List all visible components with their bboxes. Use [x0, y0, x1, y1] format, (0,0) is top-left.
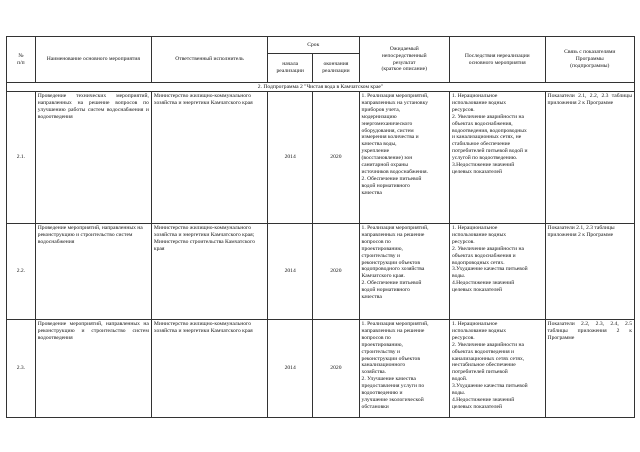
- row-result: 1. Реализация мероприятий, направленных на решение вопросов по проектированию, строительству и реконструкции объектов водопроводного хозяйства Камчатского края. 2. Обеспечение питьевой водой нормативного качества: [359, 224, 449, 320]
- table-row: [7, 320, 635, 418]
- header-link: Связь с показателями Программы (подпрограммы): [545, 37, 634, 83]
- measures-table: [6, 36, 635, 418]
- row-num: 2.1.: [7, 92, 36, 224]
- header-row: [7, 37, 635, 54]
- header-consequences: Последствия нереализации основного мероприятия: [449, 37, 545, 83]
- header-start: начала реализации: [268, 54, 313, 83]
- row-num: 2.2.: [7, 224, 36, 320]
- row-start: 2014: [268, 224, 313, 320]
- subprogram-row: [7, 83, 635, 92]
- row-end: 2020: [313, 92, 359, 224]
- row-consequences: 1. Нерациональное использование водных ресурсов. 2. Увеличение аварийности на объектах водоснабжения и водопроводных сетях. 3.Ухудшение качества питьевой воды. 4.Недостижение значений целевых показателей: [449, 224, 545, 320]
- row-consequences: 1. Нерациональное использование водных ресурсов. 2. Увеличение аварийности на объектах водоотведения и канализационных сетях сетях, нестабильное обеспечение потребителей питьевой водой. 3.Ухудшение качества питьевой воды. 4.Недостижение значений целевых показателей: [449, 320, 545, 418]
- header-num: № п/п: [7, 37, 36, 83]
- header-executor: Ответственный исполнитель: [151, 37, 267, 83]
- row-name: Проведение мероприятий, направленных на реконструкцию и строительство систем водоотведения: [35, 320, 151, 418]
- row-end: 2020: [313, 320, 359, 418]
- table-row: [7, 92, 635, 224]
- row-executor: Министерство жилищно-коммунального хозяйства и энергетики Камчатского края: [151, 320, 267, 418]
- row-link: Показатели 2.2, 2.3, 2.4, 2.5 таблицы приложения 2 к Программе: [545, 320, 634, 418]
- row-end: 2020: [313, 224, 359, 320]
- row-name: Проведение технических мероприятий, направленных на решение вопросов по улучшению работы систем водоснабжения и водоотведения: [35, 92, 151, 224]
- row-start: 2014: [268, 320, 313, 418]
- row-num: 2.3.: [7, 320, 36, 418]
- header-result: Ожидаемый непосредственный результат (краткое описание): [359, 37, 449, 83]
- row-executor: Министерство жилищно-коммунального хозяйства и энергетики Камчатского края; Министерство строительства Камчатского края: [151, 224, 267, 320]
- row-result: 1. Реализация мероприятий, направленных на решение вопросов по проектированию, строительству и реконструкции объектов канализационного хозяйства. 2. Улучшение качества предоставления услуги по водоотведению и улучшение экологической обстановки: [359, 320, 449, 418]
- row-executor: Министерство жилищно-коммунального хозяйства и энергетики Камчатского края: [151, 92, 267, 224]
- row-consequences: 1. Нерациональное использование водных ресурсов. 2. Увеличение аварийности на объектах водоснабжения, водоотведения, водопроводных и канализационных сетях, не стабильное обеспечение потребителей питьевой водой и услугой по водоотведению. 3.Недостижение значений целевых показателей: [449, 92, 545, 224]
- header-term: Срок: [268, 37, 359, 54]
- header-end: окончания реализации: [313, 54, 359, 83]
- table-row: [7, 224, 635, 320]
- row-link: Показатели 2.1, 2.3 таблицы приложения 2 к Программе: [545, 224, 634, 320]
- row-result: 1. Реализация мероприятий, направленных на установку приборов учета, модернизацию энергомеханического оборудования, систем измерения количества и качества воды, укрепление (восстановление) зон санитарной охраны источников водоснабжения. 2. Обеспечение питьевой водой нормативного качества: [359, 92, 449, 224]
- header-name: Наименование основного мероприятия: [35, 37, 151, 83]
- row-start: 2014: [268, 92, 313, 224]
- subprogram-title: 2. Подпрограмма 2 "Чистая вода в Камчатском крае": [7, 83, 635, 92]
- row-name: Проведение мероприятий, направленных на реконструкцию и строительство систем водоснабжения: [35, 224, 151, 320]
- row-link: Показатели 2.1, 2.2, 2.3 таблицы приложения 2 к Программе: [545, 92, 634, 224]
